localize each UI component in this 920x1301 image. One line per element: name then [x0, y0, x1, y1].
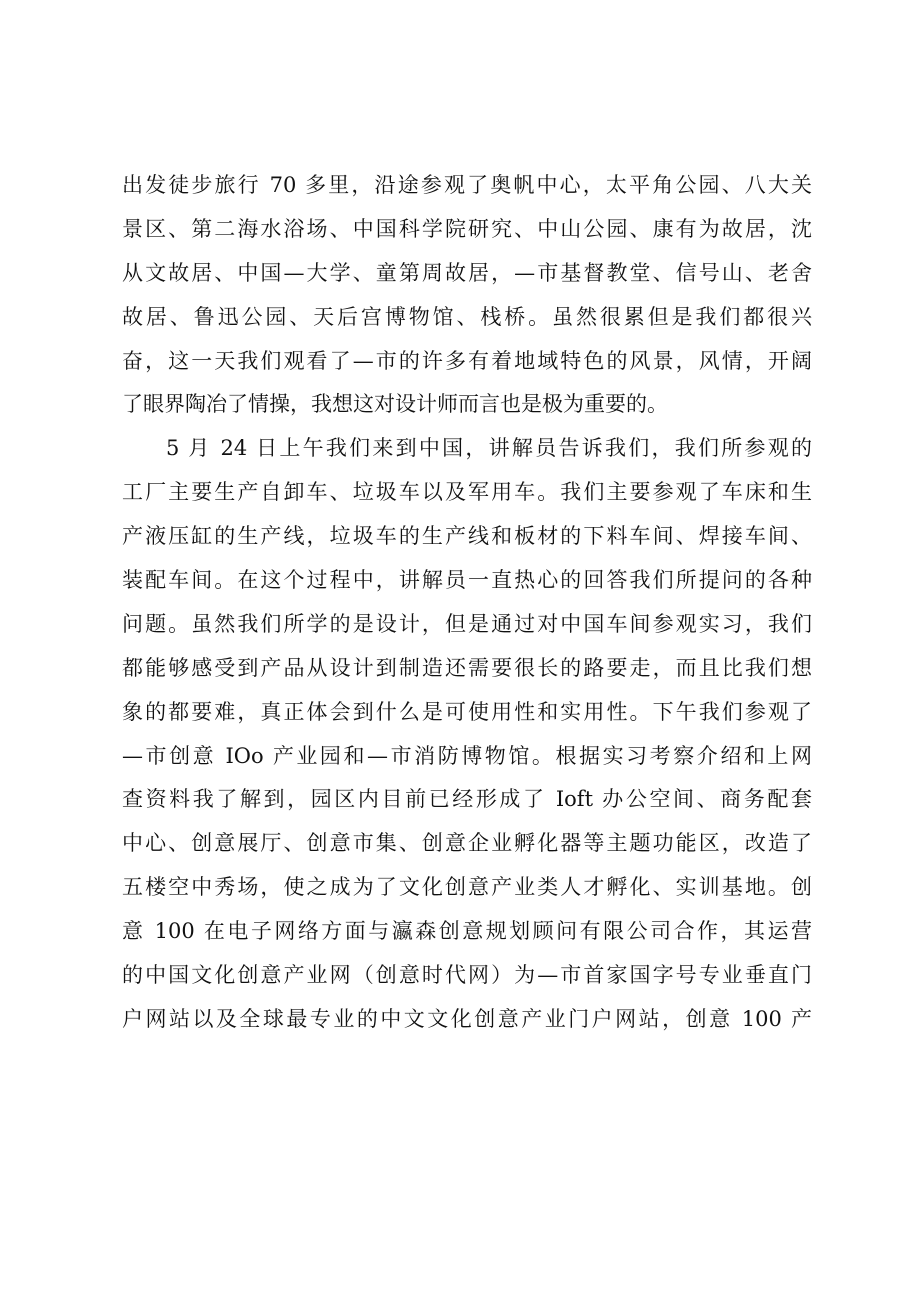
text-line: 奋，这一天我们观看了—市的许多有着地域特色的风景，风情，开阔	[122, 348, 812, 373]
text-line: 故居、鲁迅公园、天后宫博物馆、栈桥。虽然很累但是我们都很兴	[122, 304, 812, 329]
text-line: 景区、第二海水浴场、中国科学院研究、中山公园、康有为故居，沈	[122, 216, 812, 241]
text-line: 工厂主要生产自卸车、垃圾车以及军用车。我们主要参观了车床和生	[122, 480, 812, 505]
text-line: 问题。虽然我们所学的是设计，但是通过对中国车间参观实习，我们	[122, 611, 812, 636]
text-line: 的中国文化创意产业网（创意时代网）为—市首家国字号专业垂直门	[122, 963, 812, 988]
text-line: —市创意 IOo 产业园和—市消防博物馆。根据实习考察介绍和上网	[122, 743, 812, 768]
text-line: 从文故居、中国—大学、童第周故居，—市基督教堂、信号山、老舍	[122, 260, 812, 285]
text-line: 了眼界陶冶了情操，我想这对设计师而言也是极为重要的。	[122, 392, 668, 417]
text-line: 意 100 在电子网络方面与瀛森创意规划顾问有限公司合作，其运营	[122, 919, 812, 944]
text-line: 产液压缸的生产线，垃圾车的生产线和板材的下料车间、焊接车间、	[122, 524, 812, 549]
text-line: 装配车间。在这个过程中，讲解员一直热心的回答我们所提问的各种	[122, 568, 812, 593]
body-text	[122, 164, 812, 1042]
paragraph-2	[122, 427, 812, 1041]
text-line: 出发徒步旅行 70 多里，沿途参观了奥帆中心，太平角公园、八大关	[122, 173, 812, 197]
text-line: 户网站以及全球最专业的中文文化创意产业门户网站，创意 100 产	[122, 1006, 812, 1031]
text-line: 查资料我了解到，园区内目前已经形成了 Ioft 办公空间、商务配套	[122, 787, 812, 812]
text-line: 象的都要难，真正体会到什么是可使用性和实用性。下午我们参观了	[122, 699, 812, 724]
text-line: 中心、创意展厅、创意市集、创意企业孵化器等主题功能区，改造了	[122, 831, 812, 856]
text-line: 都能够感受到产品从设计到制造还需要很长的路要走，而且比我们想	[122, 655, 812, 680]
paragraph-1	[122, 164, 812, 427]
text-line: 五楼空中秀场，使之成为了文化创意产业类人才孵化、实训基地。创	[122, 875, 812, 900]
text-line: 5 月 24 日上午我们来到中国，讲解员告诉我们，我们所参观的	[166, 436, 812, 461]
